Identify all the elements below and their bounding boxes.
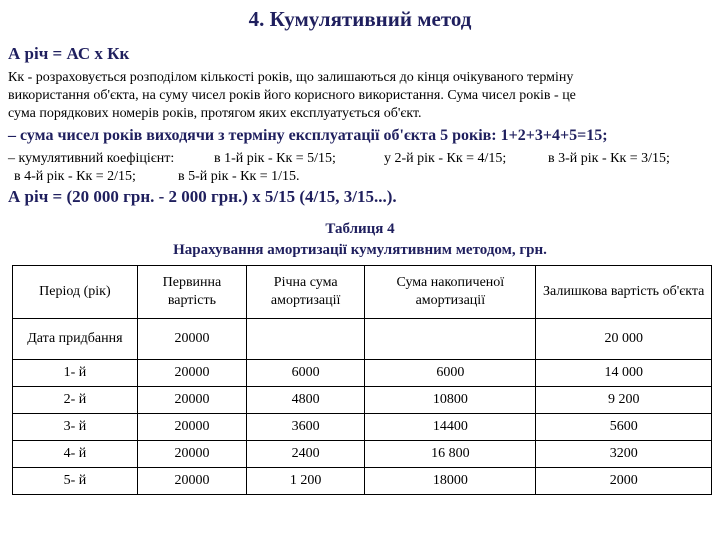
table-row: [13, 387, 712, 414]
cell-initial-cost: 20000: [137, 414, 246, 441]
table-header-row: [13, 266, 712, 319]
table-row: [13, 414, 712, 441]
cell-initial-cost: 20000: [137, 360, 246, 387]
table-caption: Нарахування амортизації кумулятивним методом, грн.: [173, 242, 547, 258]
description-line-2: використання об'єкта, на суму чисел років його корисного використання. Сума чисел років - це: [8, 88, 576, 103]
cell-residual-value: 2000: [536, 468, 712, 495]
cell-accumulated-amortization: [365, 319, 536, 360]
cell-annual-amortization: 6000: [247, 360, 365, 387]
coefficient-year-5: в 5-й рік - Кк = 1/15.: [178, 169, 300, 184]
main-formula: А річ = АС х Кк: [8, 44, 130, 63]
cell-initial-cost: 20000: [137, 441, 246, 468]
cell-annual-amortization: 2400: [247, 441, 365, 468]
cell-residual-value: 20 000: [536, 319, 712, 360]
calculation-formula: А річ = (20 000 грн. - 2 000 грн.) х 5/15 (4/15, 3/15...).: [8, 187, 397, 206]
cell-period: 2- й: [13, 387, 138, 414]
cell-annual-amortization: 3600: [247, 414, 365, 441]
description-line-3: сума порядкових номерів років, протягом яких експлуатується об'єкт.: [8, 106, 422, 121]
description-line-1: Кк - розраховується розподілом кількості років, що залишаються до кінця очікуваного терміну: [8, 70, 574, 85]
cell-period: 4- й: [13, 441, 138, 468]
cell-residual-value: 5600: [536, 414, 712, 441]
table-row: [13, 468, 712, 495]
table-row: [13, 360, 712, 387]
header-residual-value: Залишкова вартість об'єкта: [536, 266, 712, 319]
header-accumulated-amortization: Сума накопиченої амортизації: [365, 266, 536, 319]
cell-residual-value: 14 000: [536, 360, 712, 387]
header-period: Період (рік): [13, 266, 138, 319]
cell-accumulated-amortization: 6000: [365, 360, 536, 387]
cell-initial-cost: 20000: [137, 468, 246, 495]
cell-initial-cost: 20000: [137, 387, 246, 414]
cell-annual-amortization: [247, 319, 365, 360]
header-annual-amortization: Річна сума амортизації: [247, 266, 365, 319]
coefficient-year-2: у 2-й рік - Кк = 4/15;: [384, 151, 507, 166]
cell-accumulated-amortization: 14400: [365, 414, 536, 441]
table-label: Таблиця 4: [325, 221, 395, 237]
coefficient-year-1: в 1-й рік - Кк = 5/15;: [214, 151, 336, 166]
coefficient-prefix: – кумулятивний коефіцієнт:: [8, 151, 175, 166]
page-title: 4. Кумулятивний метод: [248, 7, 472, 31]
cell-accumulated-amortization: 16 800: [365, 441, 536, 468]
coefficient-year-3: в 3-й рік - Кк = 3/15;: [548, 151, 670, 166]
sum-of-years-line: – сума чисел років виходячи з терміну експлуатації об'єкта 5 років: 1+2+3+4+5=15;: [8, 127, 608, 144]
cell-period: 3- й: [13, 414, 138, 441]
cell-annual-amortization: 4800: [247, 387, 365, 414]
cell-residual-value: 3200: [536, 441, 712, 468]
table-row: [13, 319, 712, 360]
cell-annual-amortization: 1 200: [247, 468, 365, 495]
cell-period: Дата придбання: [13, 319, 138, 360]
header-initial-cost: Первинна вартість: [137, 266, 246, 319]
coefficient-year-4: в 4-й рік - Кк = 2/15;: [14, 169, 136, 184]
cell-accumulated-amortization: 18000: [365, 468, 536, 495]
cell-period: 1- й: [13, 360, 138, 387]
amortization-table: [12, 265, 712, 495]
cell-accumulated-amortization: 10800: [365, 387, 536, 414]
cell-residual-value: 9 200: [536, 387, 712, 414]
table-row: [13, 441, 712, 468]
cell-period: 5- й: [13, 468, 138, 495]
cell-initial-cost: 20000: [137, 319, 246, 360]
